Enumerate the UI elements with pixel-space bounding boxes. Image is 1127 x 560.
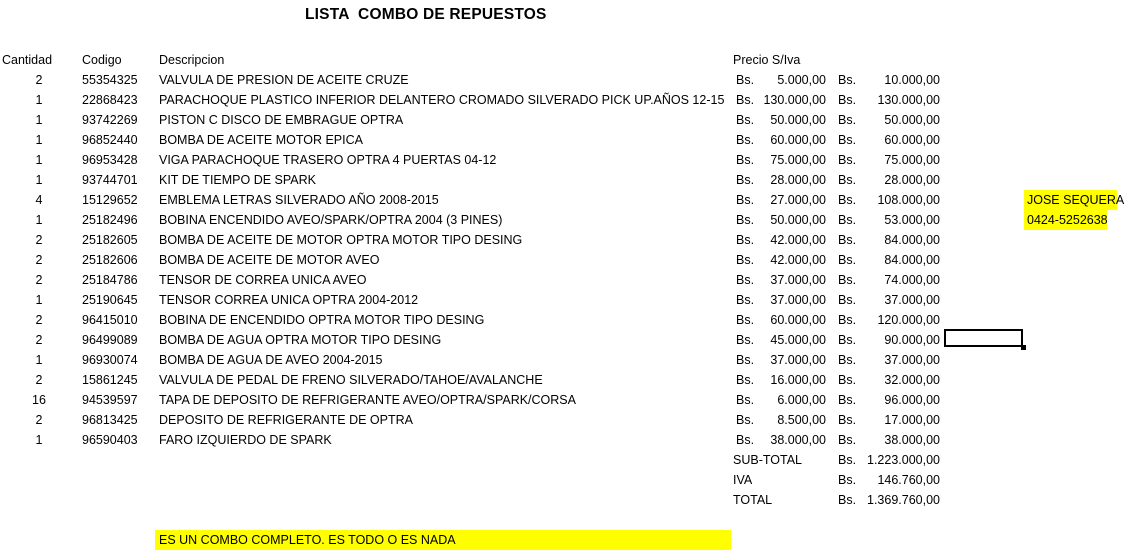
description-cell: VALVULA DE PEDAL DE FRENO SILVERADO/TAHOE/AVALANCHE — [159, 373, 543, 387]
unit-price-cell: 16.000,00 — [770, 373, 826, 387]
unit-price-cell: 6.000,00 — [777, 393, 826, 407]
unit-price-cell: 28.000,00 — [770, 173, 826, 187]
qty-cell: 1 — [35, 113, 43, 127]
unit-currency-cell: Bs. — [736, 413, 755, 427]
line-total-cell: 37.000,00 — [884, 293, 940, 307]
code-cell: 15861245 — [82, 373, 138, 387]
total-currency-cell: Bs. — [838, 393, 857, 407]
total-currency-cell: Bs. — [838, 293, 857, 307]
unit-price-cell: 27.000,00 — [770, 193, 826, 207]
description-cell: VALVULA DE PRESION DE ACEITE CRUZE — [159, 73, 409, 87]
unit-currency-cell: Bs. — [736, 173, 755, 187]
unit-currency-cell: Bs. — [736, 73, 755, 87]
table-row — [0, 310, 945, 330]
table-row — [0, 90, 945, 110]
unit-price-cell: 50.000,00 — [770, 113, 826, 127]
unit-currency-cell: Bs. — [736, 273, 755, 287]
qty-cell: 2 — [35, 413, 43, 427]
table-row — [0, 210, 945, 230]
code-cell: 55354325 — [82, 73, 138, 87]
line-total-cell: 75.000,00 — [884, 153, 940, 167]
qty-cell: 1 — [35, 353, 43, 367]
description-cell: FARO IZQUIERDO DE SPARK — [159, 433, 332, 447]
code-cell: 96813425 — [82, 413, 138, 427]
total-currency-cell: Bs. — [838, 353, 857, 367]
qty-cell: 4 — [35, 193, 43, 207]
qty-cell: 1 — [35, 213, 43, 227]
unit-currency-cell: Bs. — [736, 313, 755, 327]
contact-phone: 0424-5252638 — [1024, 210, 1107, 230]
unit-price-cell: 75.000,00 — [770, 153, 826, 167]
unit-price-cell: 130.000,00 — [763, 93, 826, 107]
total-currency-cell: Bs. — [838, 193, 857, 207]
description-cell: BOMBA DE ACEITE DE MOTOR OPTRA MOTOR TIPO DESING — [159, 233, 523, 247]
description-cell: KIT DE TIEMPO DE SPARK — [159, 173, 316, 187]
subtotal-label: SUB-TOTAL — [733, 453, 802, 467]
unit-currency-cell: Bs. — [736, 153, 755, 167]
header-precio: Precio S/Iva — [733, 53, 801, 67]
total-currency-cell: Bs. — [838, 113, 857, 127]
unit-price-cell: 37.000,00 — [770, 353, 826, 367]
description-cell: EMBLEMA LETRAS SILVERADO AÑO 2008-2015 — [159, 193, 439, 207]
line-total-cell: 96.000,00 — [884, 393, 940, 407]
line-total-cell: 17.000,00 — [884, 413, 940, 427]
qty-cell: 1 — [35, 93, 43, 107]
description-cell: DEPOSITO DE REFRIGERANTE DE OPTRA — [159, 413, 413, 427]
code-cell: 96930074 — [82, 353, 138, 367]
unit-price-cell: 60.000,00 — [770, 313, 826, 327]
header-descripcion: Descripcion — [159, 53, 225, 67]
combo-note: ES UN COMBO COMPLETO. ES TODO O ES NADA — [155, 530, 731, 550]
table-row — [0, 110, 945, 130]
total-currency-cell: Bs. — [838, 413, 857, 427]
unit-currency-cell: Bs. — [736, 113, 755, 127]
table-row — [0, 430, 945, 450]
total-currency-cell: Bs. — [838, 233, 857, 247]
subtotal-currency: Bs. — [838, 453, 857, 467]
unit-price-cell: 37.000,00 — [770, 273, 826, 287]
unit-price-cell: 45.000,00 — [770, 333, 826, 347]
unit-currency-cell: Bs. — [736, 213, 755, 227]
selected-cell[interactable] — [944, 329, 1023, 347]
total-currency-cell: Bs. — [838, 273, 857, 287]
total-currency: Bs. — [838, 493, 857, 507]
total-currency-cell: Bs. — [838, 333, 857, 347]
table-row — [0, 150, 945, 170]
description-cell: TENSOR CORREA UNICA OPTRA 2004-2012 — [159, 293, 419, 307]
line-total-cell: 53.000,00 — [884, 213, 940, 227]
total-row — [0, 490, 945, 510]
line-total-cell: 84.000,00 — [884, 253, 940, 267]
code-cell: 25182606 — [82, 253, 138, 267]
qty-cell: 2 — [35, 313, 43, 327]
unit-currency-cell: Bs. — [736, 233, 755, 247]
code-cell: 96590403 — [82, 433, 138, 447]
qty-cell: 1 — [35, 133, 43, 147]
description-cell: BOMBA DE ACEITE MOTOR EPICA — [159, 133, 363, 147]
subtotal-value: 1.223.000,00 — [867, 453, 940, 467]
table-row — [0, 390, 945, 410]
description-cell: TENSOR DE CORREA UNICA AVEO — [159, 273, 367, 287]
description-cell: PISTON C DISCO DE EMBRAGUE OPTRA — [159, 113, 404, 127]
table-row — [0, 70, 945, 90]
description-cell: PARACHOQUE PLASTICO INFERIOR DELANTERO CROMADO SILVERADO PICK UP.AÑOS 12-15 — [159, 93, 725, 107]
iva-row — [0, 470, 945, 490]
unit-price-cell: 8.500,00 — [777, 413, 826, 427]
description-cell: BOBINA ENCENDIDO AVEO/SPARK/OPTRA 2004 (3 PINES) — [159, 213, 503, 227]
total-currency-cell: Bs. — [838, 73, 857, 87]
code-cell: 25190645 — [82, 293, 138, 307]
iva-currency: Bs. — [838, 473, 857, 487]
code-cell: 25184786 — [82, 273, 138, 287]
qty-cell: 2 — [35, 253, 43, 267]
line-total-cell: 50.000,00 — [884, 113, 940, 127]
header-cantidad: Cantidad — [2, 53, 53, 67]
unit-currency-cell: Bs. — [736, 293, 755, 307]
table-row — [0, 330, 945, 350]
code-cell: 25182496 — [82, 213, 138, 227]
table-row — [0, 370, 945, 390]
line-total-cell: 60.000,00 — [884, 133, 940, 147]
unit-price-cell: 60.000,00 — [770, 133, 826, 147]
total-value: 1.369.760,00 — [867, 493, 940, 507]
code-cell: 96499089 — [82, 333, 138, 347]
qty-cell: 1 — [35, 153, 43, 167]
line-total-cell: 10.000,00 — [884, 73, 940, 87]
line-total-cell: 38.000,00 — [884, 433, 940, 447]
total-currency-cell: Bs. — [838, 173, 857, 187]
unit-currency-cell: Bs. — [736, 193, 755, 207]
qty-cell: 2 — [35, 73, 43, 87]
unit-currency-cell: Bs. — [736, 253, 755, 267]
table-row — [0, 230, 945, 250]
line-total-cell: 120.000,00 — [877, 313, 940, 327]
total-currency-cell: Bs. — [838, 373, 857, 387]
total-currency-cell: Bs. — [838, 213, 857, 227]
unit-currency-cell: Bs. — [736, 393, 755, 407]
qty-cell: 16 — [32, 393, 46, 407]
line-total-cell: 37.000,00 — [884, 353, 940, 367]
table-row — [0, 190, 945, 210]
description-cell: TAPA DE DEPOSITO DE REFRIGERANTE AVEO/OPTRA/SPARK/CORSA — [159, 393, 576, 407]
line-total-cell: 108.000,00 — [877, 193, 940, 207]
total-currency-cell: Bs. — [838, 153, 857, 167]
qty-cell: 2 — [35, 373, 43, 387]
table-row — [0, 410, 945, 430]
total-label: TOTAL — [733, 493, 773, 507]
line-total-cell: 32.000,00 — [884, 373, 940, 387]
unit-currency-cell: Bs. — [736, 373, 755, 387]
line-total-cell: 84.000,00 — [884, 233, 940, 247]
code-cell: 94539597 — [82, 393, 138, 407]
line-total-cell: 28.000,00 — [884, 173, 940, 187]
unit-currency-cell: Bs. — [736, 433, 755, 447]
total-currency-cell: Bs. — [838, 313, 857, 327]
contact-name: JOSE SEQUERA — [1024, 190, 1117, 210]
total-currency-cell: Bs. — [838, 253, 857, 267]
unit-price-cell: 42.000,00 — [770, 233, 826, 247]
line-total-cell: 90.000,00 — [884, 333, 940, 347]
total-currency-cell: Bs. — [838, 93, 857, 107]
sheet-title: LISTA COMBO DE REPUESTOS — [305, 6, 547, 23]
code-cell: 96852440 — [82, 133, 138, 147]
unit-price-cell: 5.000,00 — [777, 73, 826, 87]
qty-cell: 2 — [35, 333, 43, 347]
description-cell: BOMBA DE ACEITE DE MOTOR AVEO — [159, 253, 380, 267]
qty-cell: 1 — [35, 293, 43, 307]
total-currency-cell: Bs. — [838, 433, 857, 447]
header-codigo: Codigo — [82, 53, 122, 67]
unit-currency-cell: Bs. — [736, 333, 755, 347]
description-cell: VIGA PARACHOQUE TRASERO OPTRA 4 PUERTAS 04-12 — [159, 153, 497, 167]
line-total-cell: 74.000,00 — [884, 273, 940, 287]
line-total-cell: 130.000,00 — [877, 93, 940, 107]
description-cell: BOMBA DE AGUA OPTRA MOTOR TIPO DESING — [159, 333, 442, 347]
unit-price-cell: 42.000,00 — [770, 253, 826, 267]
unit-price-cell: 37.000,00 — [770, 293, 826, 307]
unit-currency-cell: Bs. — [736, 353, 755, 367]
qty-cell: 1 — [35, 173, 43, 187]
code-cell: 96415010 — [82, 313, 138, 327]
description-cell: BOBINA DE ENCENDIDO OPTRA MOTOR TIPO DESING — [159, 313, 485, 327]
description-cell: BOMBA DE AGUA DE AVEO 2004-2015 — [159, 353, 383, 367]
table-row — [0, 350, 945, 370]
unit-currency-cell: Bs. — [736, 133, 755, 147]
unit-price-cell: 50.000,00 — [770, 213, 826, 227]
qty-cell: 1 — [35, 433, 43, 447]
table-row — [0, 130, 945, 150]
code-cell: 15129652 — [82, 193, 138, 207]
iva-value: 146.760,00 — [877, 473, 940, 487]
table-row — [0, 250, 945, 270]
code-cell: 25182605 — [82, 233, 138, 247]
unit-currency-cell: Bs. — [736, 93, 755, 107]
code-cell: 22868423 — [82, 93, 138, 107]
total-currency-cell: Bs. — [838, 133, 857, 147]
unit-price-cell: 38.000,00 — [770, 433, 826, 447]
code-cell: 93742269 — [82, 113, 138, 127]
iva-label: IVA — [733, 473, 753, 487]
fill-handle[interactable] — [1021, 345, 1026, 350]
table-row — [0, 290, 945, 310]
table-row — [0, 170, 945, 190]
table-row — [0, 270, 945, 290]
qty-cell: 2 — [35, 273, 43, 287]
code-cell: 96953428 — [82, 153, 138, 167]
code-cell: 93744701 — [82, 173, 138, 187]
subtotal-row — [0, 450, 945, 470]
qty-cell: 2 — [35, 233, 43, 247]
